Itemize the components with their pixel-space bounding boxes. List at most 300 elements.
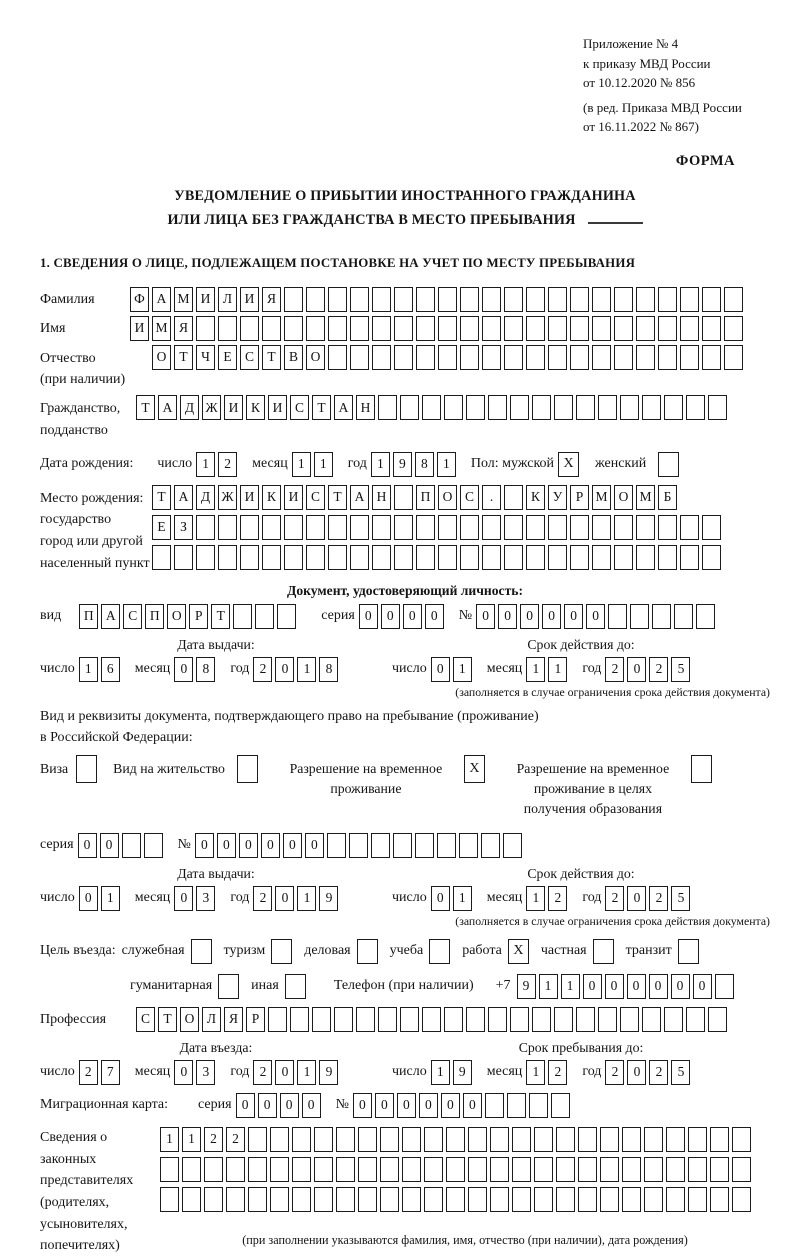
char-cell[interactable] — [446, 1187, 465, 1212]
char-cell[interactable] — [262, 515, 281, 540]
char-cell[interactable] — [636, 515, 655, 540]
char-cell[interactable] — [466, 1007, 485, 1032]
checkbox-visa[interactable] — [76, 755, 97, 783]
char-cell[interactable]: М — [174, 287, 193, 312]
char-cell[interactable]: С — [136, 1007, 155, 1032]
char-cell[interactable] — [526, 316, 545, 341]
char-cell[interactable] — [402, 1157, 421, 1182]
char-cell[interactable]: 0 — [375, 1093, 394, 1118]
char-cell[interactable]: М — [636, 485, 655, 510]
char-cell[interactable]: 2 — [253, 886, 272, 911]
char-cell[interactable]: О — [167, 604, 186, 629]
char-cell[interactable] — [702, 545, 721, 570]
char-cell[interactable] — [262, 316, 281, 341]
char-cell[interactable]: 2 — [253, 1060, 272, 1085]
char-cell[interactable] — [570, 545, 589, 570]
char-cell[interactable]: 0 — [605, 974, 624, 999]
char-cell[interactable]: 0 — [174, 1060, 193, 1085]
char-cell[interactable]: 0 — [217, 833, 236, 858]
char-cell[interactable] — [708, 1007, 727, 1032]
char-cell[interactable]: С — [460, 485, 479, 510]
char-cell[interactable]: Ж — [202, 395, 221, 420]
char-cell[interactable] — [724, 345, 743, 370]
char-cell[interactable] — [358, 1187, 377, 1212]
char-cell[interactable]: И — [130, 316, 149, 341]
char-cell[interactable]: 0 — [236, 1093, 255, 1118]
char-cell[interactable] — [504, 287, 523, 312]
char-cell[interactable]: 1 — [196, 452, 215, 477]
char-cell[interactable]: И — [268, 395, 287, 420]
char-cell[interactable] — [424, 1157, 443, 1182]
char-cell[interactable] — [526, 345, 545, 370]
char-cell[interactable]: 8 — [415, 452, 434, 477]
char-cell[interactable] — [270, 1127, 289, 1152]
char-cell[interactable] — [438, 515, 457, 540]
char-cell[interactable] — [306, 545, 325, 570]
char-cell[interactable]: 1 — [453, 657, 472, 682]
char-cell[interactable] — [240, 316, 259, 341]
char-cell[interactable] — [534, 1187, 553, 1212]
char-cell[interactable]: 3 — [196, 886, 215, 911]
char-cell[interactable] — [372, 345, 391, 370]
char-cell[interactable] — [680, 545, 699, 570]
char-cell[interactable] — [710, 1127, 729, 1152]
char-cell[interactable]: 0 — [419, 1093, 438, 1118]
char-cell[interactable]: А — [152, 287, 171, 312]
char-cell[interactable] — [512, 1127, 531, 1152]
char-cell[interactable] — [460, 316, 479, 341]
char-cell[interactable]: 0 — [79, 886, 98, 911]
char-cell[interactable] — [490, 1157, 509, 1182]
char-cell[interactable]: 0 — [258, 1093, 277, 1118]
char-cell[interactable] — [144, 833, 163, 858]
char-cell[interactable]: 1 — [160, 1127, 179, 1152]
char-cell[interactable] — [226, 1157, 245, 1182]
char-cell[interactable]: Л — [218, 287, 237, 312]
char-cell[interactable]: 2 — [548, 886, 567, 911]
char-cell[interactable] — [152, 545, 171, 570]
char-cell[interactable] — [592, 287, 611, 312]
checkbox-purpose-study[interactable] — [429, 939, 450, 964]
char-cell[interactable]: 2 — [649, 657, 668, 682]
char-cell[interactable] — [292, 1157, 311, 1182]
char-cell[interactable] — [482, 287, 501, 312]
char-cell[interactable]: П — [416, 485, 435, 510]
char-cell[interactable]: Я — [262, 287, 281, 312]
char-cell[interactable] — [614, 515, 633, 540]
char-cell[interactable]: 6 — [101, 657, 120, 682]
char-cell[interactable] — [504, 345, 523, 370]
char-cell[interactable] — [460, 287, 479, 312]
checkbox-purpose-private[interactable] — [593, 939, 614, 964]
char-cell[interactable]: И — [224, 395, 243, 420]
char-cell[interactable] — [356, 1007, 375, 1032]
char-cell[interactable] — [600, 1127, 619, 1152]
char-cell[interactable] — [702, 287, 721, 312]
char-cell[interactable] — [328, 545, 347, 570]
char-cell[interactable] — [534, 1127, 553, 1152]
char-cell[interactable] — [416, 515, 435, 540]
char-cell[interactable]: С — [306, 485, 325, 510]
char-cell[interactable] — [488, 1007, 507, 1032]
char-cell[interactable] — [642, 1007, 661, 1032]
char-cell[interactable]: Р — [246, 1007, 265, 1032]
char-cell[interactable]: 0 — [100, 833, 119, 858]
char-cell[interactable]: Н — [356, 395, 375, 420]
char-cell[interactable]: Д — [180, 395, 199, 420]
char-cell[interactable]: К — [246, 395, 265, 420]
char-cell[interactable] — [598, 395, 617, 420]
char-cell[interactable] — [394, 316, 413, 341]
char-cell[interactable] — [724, 316, 743, 341]
checkbox-male[interactable]: X — [558, 452, 579, 477]
char-cell[interactable] — [240, 545, 259, 570]
char-cell[interactable]: 1 — [539, 974, 558, 999]
checkbox-purpose-humanitarian[interactable] — [218, 974, 239, 999]
char-cell[interactable]: 0 — [239, 833, 258, 858]
char-cell[interactable] — [328, 287, 347, 312]
char-cell[interactable] — [424, 1187, 443, 1212]
char-cell[interactable]: 1 — [182, 1127, 201, 1152]
char-cell[interactable] — [182, 1187, 201, 1212]
char-cell[interactable] — [437, 833, 456, 858]
char-cell[interactable] — [358, 1157, 377, 1182]
char-cell[interactable]: 0 — [381, 604, 400, 629]
char-cell[interactable] — [424, 1127, 443, 1152]
char-cell[interactable] — [578, 1187, 597, 1212]
char-cell[interactable]: 0 — [78, 833, 97, 858]
char-cell[interactable]: 0 — [627, 974, 646, 999]
char-cell[interactable]: Я — [224, 1007, 243, 1032]
char-cell[interactable]: И — [240, 287, 259, 312]
char-cell[interactable] — [350, 316, 369, 341]
char-cell[interactable]: П — [79, 604, 98, 629]
char-cell[interactable]: 0 — [280, 1093, 299, 1118]
char-cell[interactable] — [402, 1187, 421, 1212]
char-cell[interactable] — [218, 515, 237, 540]
char-cell[interactable]: 0 — [174, 657, 193, 682]
char-cell[interactable]: Ф — [130, 287, 149, 312]
char-cell[interactable] — [710, 1187, 729, 1212]
char-cell[interactable] — [393, 833, 412, 858]
char-cell[interactable] — [226, 1187, 245, 1212]
char-cell[interactable] — [394, 515, 413, 540]
char-cell[interactable] — [394, 545, 413, 570]
char-cell[interactable] — [248, 1187, 267, 1212]
char-cell[interactable] — [532, 1007, 551, 1032]
char-cell[interactable]: 9 — [319, 1060, 338, 1085]
char-cell[interactable] — [466, 395, 485, 420]
char-cell[interactable] — [446, 1127, 465, 1152]
char-cell[interactable] — [702, 316, 721, 341]
char-cell[interactable] — [512, 1157, 531, 1182]
char-cell[interactable]: 1 — [431, 1060, 450, 1085]
char-cell[interactable] — [510, 395, 529, 420]
char-cell[interactable] — [400, 1007, 419, 1032]
char-cell[interactable] — [710, 1157, 729, 1182]
char-cell[interactable] — [664, 395, 683, 420]
char-cell[interactable] — [371, 833, 390, 858]
char-cell[interactable]: 0 — [302, 1093, 321, 1118]
char-cell[interactable]: Б — [658, 485, 677, 510]
char-cell[interactable]: 2 — [204, 1127, 223, 1152]
char-cell[interactable] — [598, 1007, 617, 1032]
char-cell[interactable]: 0 — [586, 604, 605, 629]
char-cell[interactable]: Т — [158, 1007, 177, 1032]
char-cell[interactable] — [510, 1007, 529, 1032]
char-cell[interactable] — [122, 833, 141, 858]
char-cell[interactable] — [680, 345, 699, 370]
char-cell[interactable]: 0 — [498, 604, 517, 629]
char-cell[interactable] — [380, 1187, 399, 1212]
char-cell[interactable] — [666, 1157, 685, 1182]
char-cell[interactable] — [534, 1157, 553, 1182]
char-cell[interactable] — [556, 1127, 575, 1152]
char-cell[interactable] — [688, 1127, 707, 1152]
char-cell[interactable] — [482, 345, 501, 370]
char-cell[interactable]: 1 — [371, 452, 390, 477]
char-cell[interactable] — [460, 345, 479, 370]
char-cell[interactable]: Р — [570, 485, 589, 510]
char-cell[interactable]: М — [592, 485, 611, 510]
char-cell[interactable] — [578, 1157, 597, 1182]
char-cell[interactable] — [614, 345, 633, 370]
char-cell[interactable] — [218, 316, 237, 341]
char-cell[interactable] — [416, 287, 435, 312]
char-cell[interactable]: 1 — [526, 1060, 545, 1085]
char-cell[interactable] — [438, 287, 457, 312]
char-cell[interactable]: П — [145, 604, 164, 629]
char-cell[interactable]: 1 — [526, 657, 545, 682]
char-cell[interactable] — [270, 1157, 289, 1182]
char-cell[interactable]: 2 — [226, 1127, 245, 1152]
char-cell[interactable] — [636, 316, 655, 341]
char-cell[interactable]: М — [152, 316, 171, 341]
char-cell[interactable] — [688, 1157, 707, 1182]
char-cell[interactable]: Е — [152, 515, 171, 540]
char-cell[interactable]: 2 — [218, 452, 237, 477]
char-cell[interactable] — [644, 1187, 663, 1212]
char-cell[interactable]: И — [284, 485, 303, 510]
char-cell[interactable] — [504, 545, 523, 570]
char-cell[interactable] — [548, 545, 567, 570]
char-cell[interactable] — [262, 545, 281, 570]
char-cell[interactable]: О — [438, 485, 457, 510]
char-cell[interactable] — [482, 545, 501, 570]
char-cell[interactable] — [336, 1127, 355, 1152]
char-cell[interactable]: 1 — [292, 452, 311, 477]
char-cell[interactable]: 2 — [605, 657, 624, 682]
char-cell[interactable] — [666, 1127, 685, 1152]
char-cell[interactable] — [570, 345, 589, 370]
char-cell[interactable]: Н — [372, 485, 391, 510]
char-cell[interactable] — [328, 345, 347, 370]
char-cell[interactable]: 0 — [431, 657, 450, 682]
char-cell[interactable]: Т — [174, 345, 193, 370]
char-cell[interactable] — [490, 1187, 509, 1212]
char-cell[interactable]: 1 — [297, 657, 316, 682]
char-cell[interactable] — [292, 1127, 311, 1152]
char-cell[interactable]: 7 — [101, 1060, 120, 1085]
char-cell[interactable] — [636, 287, 655, 312]
char-cell[interactable] — [658, 316, 677, 341]
char-cell[interactable] — [630, 604, 649, 629]
char-cell[interactable] — [526, 287, 545, 312]
char-cell[interactable] — [314, 1127, 333, 1152]
char-cell[interactable] — [312, 1007, 331, 1032]
char-cell[interactable] — [328, 316, 347, 341]
char-cell[interactable]: 5 — [671, 1060, 690, 1085]
char-cell[interactable] — [666, 1187, 685, 1212]
char-cell[interactable]: 9 — [453, 1060, 472, 1085]
char-cell[interactable] — [680, 316, 699, 341]
char-cell[interactable] — [652, 604, 671, 629]
char-cell[interactable]: 0 — [425, 604, 444, 629]
char-cell[interactable] — [529, 1093, 548, 1118]
char-cell[interactable] — [490, 1127, 509, 1152]
char-cell[interactable] — [592, 515, 611, 540]
char-cell[interactable]: И — [196, 287, 215, 312]
char-cell[interactable]: С — [123, 604, 142, 629]
char-cell[interactable] — [664, 1007, 683, 1032]
char-cell[interactable] — [548, 287, 567, 312]
char-cell[interactable] — [592, 345, 611, 370]
char-cell[interactable] — [504, 515, 523, 540]
char-cell[interactable] — [503, 833, 522, 858]
char-cell[interactable]: 0 — [275, 886, 294, 911]
char-cell[interactable]: А — [350, 485, 369, 510]
char-cell[interactable] — [446, 1157, 465, 1182]
char-cell[interactable] — [512, 1187, 531, 1212]
char-cell[interactable] — [592, 545, 611, 570]
char-cell[interactable] — [622, 1127, 641, 1152]
char-cell[interactable] — [526, 515, 545, 540]
checkbox-purpose-work[interactable]: X — [508, 939, 529, 964]
char-cell[interactable]: А — [334, 395, 353, 420]
char-cell[interactable]: 0 — [261, 833, 280, 858]
char-cell[interactable] — [350, 287, 369, 312]
char-cell[interactable] — [306, 515, 325, 540]
char-cell[interactable] — [416, 545, 435, 570]
char-cell[interactable] — [248, 1127, 267, 1152]
char-cell[interactable] — [724, 287, 743, 312]
char-cell[interactable]: 0 — [403, 604, 422, 629]
char-cell[interactable]: 8 — [196, 657, 215, 682]
char-cell[interactable] — [380, 1157, 399, 1182]
char-cell[interactable] — [715, 974, 734, 999]
char-cell[interactable] — [240, 515, 259, 540]
char-cell[interactable] — [578, 1127, 597, 1152]
char-cell[interactable]: Т — [211, 604, 230, 629]
checkbox-temporary-residence-permit[interactable]: X — [464, 755, 485, 783]
char-cell[interactable] — [284, 316, 303, 341]
char-cell[interactable] — [380, 1127, 399, 1152]
char-cell[interactable] — [268, 1007, 287, 1032]
checkbox-purpose-other[interactable] — [285, 974, 306, 999]
char-cell[interactable] — [284, 287, 303, 312]
char-cell[interactable]: А — [174, 485, 193, 510]
char-cell[interactable]: 0 — [397, 1093, 416, 1118]
char-cell[interactable] — [460, 515, 479, 540]
char-cell[interactable]: 2 — [605, 1060, 624, 1085]
char-cell[interactable] — [292, 1187, 311, 1212]
char-cell[interactable] — [614, 545, 633, 570]
char-cell[interactable] — [642, 395, 661, 420]
char-cell[interactable]: Д — [196, 485, 215, 510]
char-cell[interactable] — [306, 316, 325, 341]
char-cell[interactable] — [686, 395, 705, 420]
char-cell[interactable] — [708, 395, 727, 420]
char-cell[interactable] — [350, 545, 369, 570]
char-cell[interactable] — [504, 316, 523, 341]
char-cell[interactable] — [658, 545, 677, 570]
char-cell[interactable]: 9 — [319, 886, 338, 911]
char-cell[interactable] — [444, 395, 463, 420]
char-cell[interactable] — [556, 1157, 575, 1182]
char-cell[interactable] — [284, 515, 303, 540]
char-cell[interactable]: 0 — [649, 974, 668, 999]
char-cell[interactable] — [696, 604, 715, 629]
char-cell[interactable] — [554, 1007, 573, 1032]
char-cell[interactable] — [481, 833, 500, 858]
char-cell[interactable] — [680, 515, 699, 540]
char-cell[interactable]: 0 — [476, 604, 495, 629]
char-cell[interactable]: 0 — [671, 974, 690, 999]
char-cell[interactable]: А — [101, 604, 120, 629]
char-cell[interactable] — [702, 515, 721, 540]
char-cell[interactable] — [255, 604, 274, 629]
char-cell[interactable] — [336, 1157, 355, 1182]
char-cell[interactable]: 0 — [195, 833, 214, 858]
char-cell[interactable] — [608, 604, 627, 629]
char-cell[interactable] — [270, 1187, 289, 1212]
char-cell[interactable]: Т — [312, 395, 331, 420]
char-cell[interactable] — [688, 1187, 707, 1212]
char-cell[interactable]: 0 — [583, 974, 602, 999]
char-cell[interactable]: 0 — [627, 1060, 646, 1085]
char-cell[interactable] — [459, 833, 478, 858]
char-cell[interactable] — [248, 1157, 267, 1182]
char-cell[interactable] — [468, 1187, 487, 1212]
char-cell[interactable]: 2 — [548, 1060, 567, 1085]
char-cell[interactable] — [507, 1093, 526, 1118]
char-cell[interactable]: А — [158, 395, 177, 420]
char-cell[interactable]: К — [526, 485, 545, 510]
char-cell[interactable] — [182, 1157, 201, 1182]
char-cell[interactable]: 1 — [526, 886, 545, 911]
char-cell[interactable] — [576, 1007, 595, 1032]
char-cell[interactable] — [394, 287, 413, 312]
char-cell[interactable] — [732, 1187, 751, 1212]
char-cell[interactable] — [196, 515, 215, 540]
char-cell[interactable] — [358, 1127, 377, 1152]
char-cell[interactable]: 1 — [297, 886, 316, 911]
char-cell[interactable]: 0 — [275, 657, 294, 682]
char-cell[interactable] — [622, 1187, 641, 1212]
char-cell[interactable] — [336, 1187, 355, 1212]
char-cell[interactable]: Т — [136, 395, 155, 420]
char-cell[interactable]: 8 — [319, 657, 338, 682]
char-cell[interactable] — [644, 1157, 663, 1182]
char-cell[interactable]: В — [284, 345, 303, 370]
char-cell[interactable] — [350, 345, 369, 370]
char-cell[interactable]: 1 — [437, 452, 456, 477]
char-cell[interactable] — [614, 287, 633, 312]
char-cell[interactable] — [204, 1157, 223, 1182]
char-cell[interactable]: . — [482, 485, 501, 510]
char-cell[interactable]: 0 — [564, 604, 583, 629]
char-cell[interactable] — [636, 545, 655, 570]
